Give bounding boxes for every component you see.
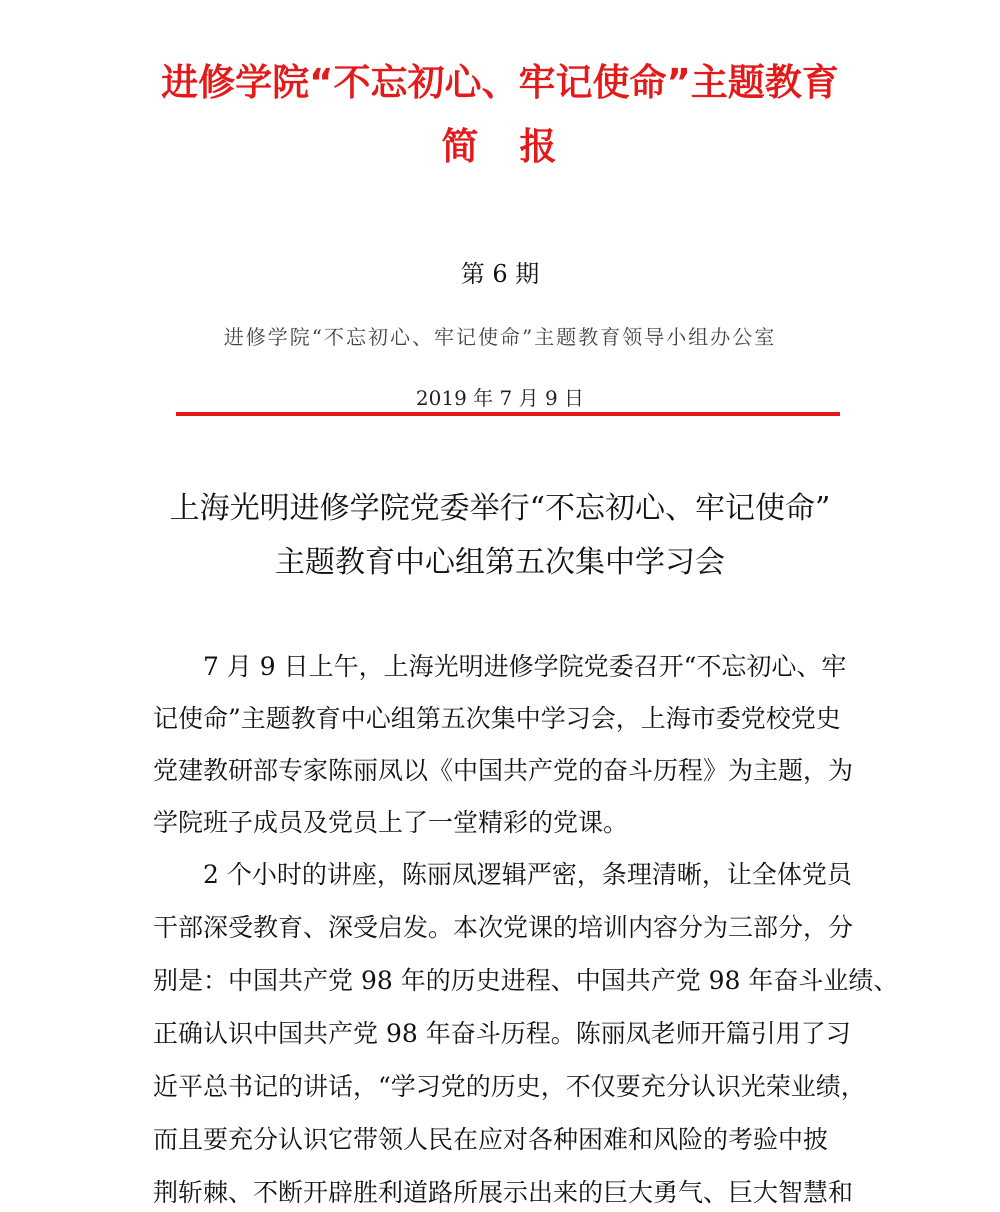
masthead-subtitle: 简 报 [441, 125, 559, 168]
body-text-line: 党建教研部专家陈丽凤以《中国共产党的奋斗历程》为主题，为 [153, 756, 854, 785]
issue-date: 2019 年 7 月 9 日 [415, 386, 585, 410]
body-text-line: 学院班子成员及党员上了一堂精彩的党课。 [153, 808, 629, 837]
red-divider-rule [176, 412, 840, 416]
body-text-line: 近平总书记的讲话，“学习党的历史，不仅要充分认识光荣业绩， [153, 1072, 866, 1101]
body-text-line: 荆斩棘、不断开辟胜利道路所展示出来的巨大勇气、巨大智慧和 [153, 1178, 854, 1207]
body-text-line: 2 个小时的讲座，陈丽凤逻辑严密，条理清晰，让全体党员 [203, 860, 852, 889]
body-text-line: 别是：中国共产党 98 年的历史进程、中国共产党 98 年奋斗业绩、 [153, 966, 899, 995]
body-text-line: 7 月 9 日上午，上海光明进修学院党委召开“不忘初心、牢 [203, 652, 847, 681]
issue-number: 第 6 期 [460, 260, 540, 288]
article-headline-line: 主题教育中心组第五次集中学习会 [275, 545, 725, 580]
body-text-line: 记使命”主题教育中心组第五次集中学习会，上海市委党校党史 [153, 704, 841, 733]
body-text-line: 干部深受教育、深受启发。本次党课的培训内容分为三部分，分 [153, 913, 854, 942]
body-text-line: 而且要充分认识它带领人民在应对各种困难和风险的考验中披 [153, 1125, 829, 1154]
article-headline-line: 上海光明进修学院党委举行“不忘初心、牢记使命” [169, 491, 831, 526]
body-text-line: 正确认识中国共产党 98 年奋斗历程。陈丽凤老师开篇引用了习 [153, 1019, 851, 1048]
issuing-office: 进修学院“不忘初心、牢记使命”主题教育领导小组办公室 [223, 325, 777, 349]
masthead-title: 进修学院“不忘初心、牢记使命”主题教育 [161, 61, 839, 104]
